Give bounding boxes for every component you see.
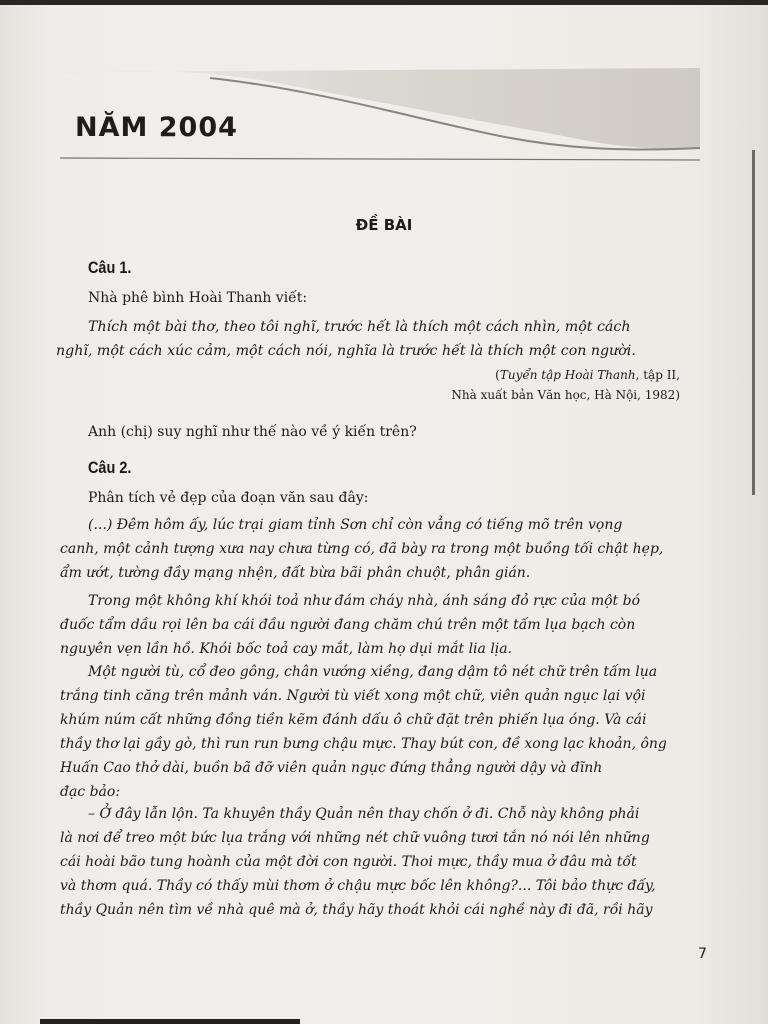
- passage-line: đuốc tẩm dầu rọi lên ba cái đầu người đang chăm chú trên một tấm lụa bạch còn: [60, 617, 636, 633]
- question-1-source-publisher: Nhà xuất bản Văn học, Hà Nội, 1982): [451, 388, 680, 402]
- passage-line: canh, một cảnh tượng xưa nay chưa từng có, đã bày ra trong một buồng tối chật hẹp,: [60, 541, 664, 557]
- question-2-intro: Phân tích vẻ đẹp của đoạn văn sau đây:: [88, 490, 369, 506]
- question-1-label: Câu 1.: [88, 258, 132, 277]
- passage-line: khúm núm cất những đồng tiền kẽm đánh dấu ô chữ đặt trên phiến lụa óng. Và cái: [60, 712, 647, 728]
- passage-line: trắng tinh căng trên mảnh ván. Người tù viết xong một chữ, viên quản ngục lại vội: [60, 688, 646, 704]
- question-1-quote-line: Thích một bài thơ, theo tôi nghĩ, trước hết là thích một cách nhìn, một cách: [88, 319, 631, 335]
- source-book-title: Tuyển tập Hoài Thanh: [499, 368, 636, 382]
- source-open: (: [495, 368, 500, 382]
- passage-line: là nơi để treo một bức lụa trắng với những nét chữ vuông tươi tắn nó nói lên những: [60, 830, 650, 846]
- passage-line: cái hoài bão tung hoành của một đời con người. Thoi mực, thầy mua ở đâu mà tốt: [60, 854, 637, 870]
- passage-line: thầy Quản nên tìm về nhà quê mà ở, thầy hãy thoát khỏi cái nghề này đi đã, rồi hãy: [60, 902, 653, 918]
- right-margin-rule: [752, 150, 755, 495]
- section-heading: ĐỀ BÀI: [355, 216, 413, 234]
- passage-line: Huấn Cao thở dài, buồn bã đỡ viên quản ngục đứng thẳng người dậy và đĩnh: [60, 760, 603, 776]
- passage-line: nguyên vẹn lần hồ. Khói bốc toả cay mắt, làm họ dụi mắt lia lịa.: [60, 641, 513, 657]
- passage-line: đạc bảo:: [60, 784, 121, 800]
- question-1-quote-line: nghĩ, một cách xúc cảm, một cách nói, nghĩa là trước hết là thích một con người.: [56, 343, 636, 359]
- source-volume: , tập II,: [635, 368, 680, 382]
- passage-line: thầy thơ lại gầy gò, thì run run bưng chậu mực. Thay bút con, đề xong lạc khoản, ông: [60, 736, 667, 752]
- passage-line: – Ở đây lẫn lộn. Ta khuyên thầy Quản nên thay chốn ở đi. Chỗ này không phải: [88, 806, 640, 822]
- page-top-edge: [0, 0, 768, 5]
- passage-line: Một người tù, cổ đeo gông, chân vướng xiềng, đang dậm tô nét chữ trên tấm lụa: [88, 664, 658, 680]
- page-number: 7: [698, 946, 707, 962]
- passage-line: (...) Đêm hôm ấy, lúc trại giam tỉnh Sơn chỉ còn vẳng có tiếng mõ trên vọng: [88, 517, 623, 533]
- passage-line: ẩm ướt, tường đầy mạng nhện, đất bừa bãi phân chuột, phân gián.: [60, 565, 531, 581]
- question-1-intro: Nhà phê bình Hoài Thanh viết:: [88, 290, 308, 306]
- question-1-source-line: [495, 368, 680, 382]
- passage-line: và thơm quá. Thầy có thấy mùi thơm ở chậu mực bốc lên không?... Tôi bảo thực đấy,: [60, 878, 656, 894]
- question-1-prompt: Anh (chị) suy nghĩ như thế nào về ý kiến trên?: [88, 424, 417, 440]
- page-bottom-edge: [40, 1019, 300, 1024]
- question-2-label: Câu 2.: [88, 458, 132, 477]
- passage-line: Trong một không khí khói toả như đám cháy nhà, ánh sáng đỏ rực của một bó: [88, 593, 640, 609]
- year-title: NĂM 2004: [75, 112, 238, 143]
